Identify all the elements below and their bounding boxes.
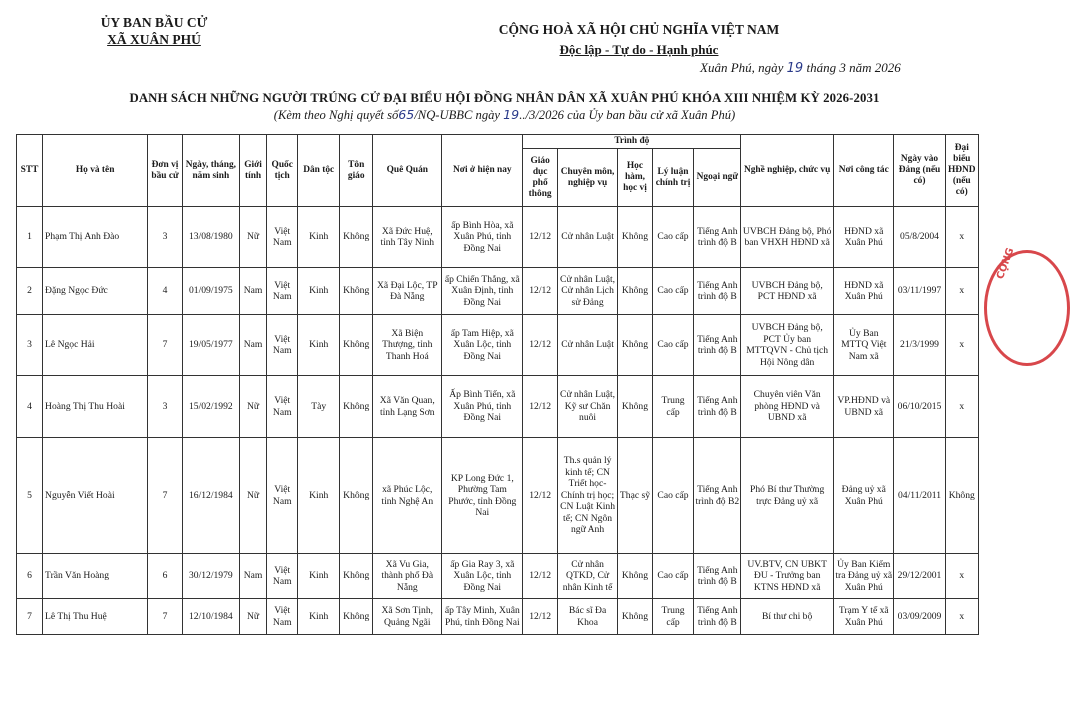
header-name: Họ và tên [43,135,148,207]
header-ethnicity: Dân tộc [298,135,340,207]
cell-degree: Không [618,207,652,268]
cell-council: x [945,207,978,268]
cell-hometown: Xã Vu Gia, thành phố Đà Nẵng [373,554,442,599]
cell-name: Lê Thị Thu Huệ [43,599,148,635]
cell-unit: 4 [148,268,182,315]
cell-unit: 3 [148,376,182,438]
cell-general-edu: 12/12 [523,268,557,315]
cell-party-date: 04/11/2011 [894,438,945,554]
cell-religion: Không [340,376,373,438]
cell-residence: ấp Chiến Thắng, xã Xuân Định, tỉnh Đồng Nai [442,268,523,315]
issuing-authority [84,14,224,48]
cell-politics: Cao cấp [652,268,694,315]
cell-specialty: Cử nhân QTKD, Cử nhân Kinh tế [557,554,617,599]
cell-stt: 4 [17,376,43,438]
cell-politics: Cao cấp [652,315,694,376]
header-education-group: Trình độ [523,135,741,149]
cell-name: Hoàng Thị Thu Hoài [43,376,148,438]
cell-party-date: 03/09/2009 [894,599,945,635]
header-general-edu: Giáo dục phổ thông [523,149,557,207]
nation-name: CỘNG HOÀ XÃ HỘI CHỦ NGHĨA VIỆT NAM [498,22,780,37]
cell-dob: 12/10/1984 [182,599,239,635]
cell-ethnicity: Kinh [298,268,340,315]
subtitle-part-2: /NQ-UBBC ngày [414,108,501,122]
table-row [17,376,979,438]
cell-hometown: Xã Biện Thượng, tỉnh Thanh Hoá [373,315,442,376]
resolution-day: 19 [503,107,520,122]
table-row [17,438,979,554]
cell-ethnicity: Kinh [298,315,340,376]
cell-party-date: 21/3/1999 [894,315,945,376]
cell-unit: 7 [148,315,182,376]
cell-name: Đặng Ngọc Đức [43,268,148,315]
cell-language: Tiếng Anh trình độ B [694,315,741,376]
cell-residence: ấp Tam Hiệp, xã Xuân Lộc, tỉnh Đồng Nai [442,315,523,376]
cell-workplace: Ủy Ban MTTQ Việt Nam xã [834,315,894,376]
authority-line-2: XÃ XUÂN PHÚ [107,32,201,47]
header-language: Ngoại ngữ [694,149,741,207]
cell-name: Nguyễn Viết Hoài [43,438,148,554]
cell-dob: 19/05/1977 [182,315,239,376]
table-row [17,599,979,635]
cell-council: x [945,554,978,599]
table-row [17,554,979,599]
cell-language: Tiếng Anh trình độ B [694,376,741,438]
header-occupation: Nghề nghiệp, chức vụ [741,135,834,207]
cell-party-date: 29/12/2001 [894,554,945,599]
cell-dob: 30/12/1979 [182,554,239,599]
cell-workplace: Trạm Y tế xã Xuân Phú [834,599,894,635]
cell-politics: Cao cấp [652,207,694,268]
header-hometown: Quê Quán [373,135,442,207]
cell-gender: Nữ [240,207,267,268]
cell-religion: Không [340,599,373,635]
cell-gender: Nam [240,268,267,315]
cell-unit: 6 [148,554,182,599]
cell-workplace: VP.HĐND và UBND xã [834,376,894,438]
cell-residence: ấp Bình Hòa, xã Xuân Phú, tỉnh Đồng Nai [442,207,523,268]
cell-workplace: Đảng uỷ xã Xuân Phú [834,438,894,554]
cell-hometown: Xã Đức Huệ, tỉnh Tây Ninh [373,207,442,268]
cell-general-edu: 12/12 [523,438,557,554]
cell-council: x [945,268,978,315]
cell-residence: ấp Tây Minh, Xuân Phú, tỉnh Đồng Nai [442,599,523,635]
cell-specialty: Cử nhân Luật [557,315,617,376]
cell-stt: 7 [17,599,43,635]
cell-ethnicity: Tày [298,376,340,438]
cell-unit: 7 [148,438,182,554]
authority-line-1: ỦY BAN BẦU CỬ [100,15,208,30]
header-dob: Ngày, tháng, năm sinh [182,135,239,207]
cell-politics: Trung cấp [652,599,694,635]
cell-language: Tiếng Anh trình độ B2 [694,438,741,554]
cell-stt: 5 [17,438,43,554]
cell-residence: KP Long Đức 1, Phường Tam Phước, tỉnh Đồng Nai [442,438,523,554]
cell-nationality: Việt Nam [267,207,298,268]
cell-politics: Cao cấp [652,554,694,599]
cell-specialty: Cử nhân Luật [557,207,617,268]
cell-nationality: Việt Nam [267,376,298,438]
cell-dob: 13/08/1980 [182,207,239,268]
subtitle-part-3: ../3/2026 của Ủy ban bầu cử xã Xuân Phú) [519,108,736,122]
cell-nationality: Việt Nam [267,554,298,599]
cell-politics: Trung cấp [652,376,694,438]
resolution-number: 65 [398,107,415,122]
header-council: Đại biểu HĐND (nếu có) [945,135,978,207]
cell-gender: Nữ [240,376,267,438]
cell-ethnicity: Kinh [298,438,340,554]
cell-dob: 16/12/1984 [182,438,239,554]
document-subtitle [0,107,1009,123]
cell-religion: Không [340,207,373,268]
cell-specialty: Cử nhân Luật, Cử nhân Lịch sử Đảng [557,268,617,315]
cell-occupation: UV.BTV, CN UBKT ĐU - Trưởng ban KTNS HĐND xã [741,554,834,599]
cell-ethnicity: Kinh [298,554,340,599]
cell-specialty: Cử nhân Luật, Kỹ sư Chăn nuôi [557,376,617,438]
cell-stt: 6 [17,554,43,599]
cell-name: Trần Văn Hoàng [43,554,148,599]
header-stt: STT [17,135,43,207]
cell-council: x [945,599,978,635]
table-row [17,315,979,376]
cell-ethnicity: Kinh [298,599,340,635]
date-day: 19 [786,61,804,76]
cell-general-edu: 12/12 [523,315,557,376]
header-politics: Lý luận chính trị [652,149,694,207]
document-date [700,60,960,76]
header-religion: Tôn giáo [340,135,373,207]
date-suffix: tháng 3 năm 2026 [806,60,901,75]
cell-stt: 2 [17,268,43,315]
cell-ethnicity: Kinh [298,207,340,268]
cell-workplace: HĐND xã Xuân Phú [834,207,894,268]
cell-unit: 3 [148,207,182,268]
cell-council: Không [945,438,978,554]
header-residence: Nơi ở hiện nay [442,135,523,207]
cell-occupation: UVBCH Đảng bộ, PCT HĐND xã [741,268,834,315]
cell-stt: 3 [17,315,43,376]
cell-nationality: Việt Nam [267,438,298,554]
header-specialty: Chuyên môn, nghiệp vụ [557,149,617,207]
cell-religion: Không [340,438,373,554]
cell-occupation: Chuyên viên Văn phòng HĐND và UBND xã [741,376,834,438]
cell-name: Phạm Thị Anh Đào [43,207,148,268]
cell-degree: Không [618,315,652,376]
cell-gender: Nữ [240,438,267,554]
table-row [17,268,979,315]
cell-religion: Không [340,268,373,315]
cell-language: Tiếng Anh trình độ B [694,207,741,268]
cell-specialty: Bác sĩ Đa Khoa [557,599,617,635]
official-seal [984,246,1070,366]
cell-language: Tiếng Anh trình độ B [694,554,741,599]
cell-council: x [945,315,978,376]
cell-hometown: xã Phúc Lộc, tỉnh Nghệ An [373,438,442,554]
cell-politics: Cao cấp [652,438,694,554]
cell-hometown: Xã Sơn Tịnh, Quảng Ngãi [373,599,442,635]
cell-degree: Không [618,376,652,438]
cell-gender: Nam [240,315,267,376]
seal-text: CỘNG [995,246,1017,281]
cell-occupation: UVBCH Đảng bộ, PCT Ủy ban MTTQVN - Chủ tịch Hội Nông dân [741,315,834,376]
header-workplace: Nơi công tác [834,135,894,207]
cell-degree: Không [618,599,652,635]
cell-occupation: Phó Bí thư Thường trực Đảng uỷ xã [741,438,834,554]
cell-religion: Không [340,315,373,376]
cell-gender: Nam [240,554,267,599]
cell-hometown: Xã Văn Quan, tỉnh Lạng Sơn [373,376,442,438]
cell-dob: 01/09/1975 [182,268,239,315]
cell-workplace: Ủy Ban Kiểm tra Đảng uỷ xã Xuân Phú [834,554,894,599]
cell-gender: Nữ [240,599,267,635]
cell-unit: 7 [148,599,182,635]
header-nationality: Quốc tịch [267,135,298,207]
cell-occupation: UVBCH Đảng bộ, Phó ban VHXH HĐND xã [741,207,834,268]
cell-name: Lê Ngọc Hải [43,315,148,376]
cell-general-edu: 12/12 [523,207,557,268]
header-party-date: Ngày vào Đảng (nếu có) [894,135,945,207]
header-degree: Học hàm, học vị [618,149,652,207]
table-row [17,207,979,268]
cell-dob: 15/02/1992 [182,376,239,438]
cell-party-date: 03/11/1997 [894,268,945,315]
cell-residence: ấp Gia Ray 3, xã Xuân Lộc, tỉnh Đồng Nai [442,554,523,599]
cell-general-edu: 12/12 [523,554,557,599]
cell-general-edu: 12/12 [523,599,557,635]
national-motto: Độc lập - Tự do - Hạnh phúc [559,42,719,57]
cell-degree: Không [618,268,652,315]
cell-hometown: Xã Đại Lộc, TP Đà Nẵng [373,268,442,315]
cell-party-date: 06/10/2015 [894,376,945,438]
cell-specialty: Th.s quản lý kinh tế; CN Triết học-Chính trị học; CN Luật Kinh tế; CN Ngôn ngữ Anh [557,438,617,554]
cell-language: Tiếng Anh trình độ B [694,599,741,635]
header-gender: Giới tính [240,135,267,207]
header-unit: Đơn vị bầu cử [148,135,182,207]
cell-degree: Không [618,554,652,599]
cell-language: Tiếng Anh trình độ B [694,268,741,315]
subtitle-part-1: (Kèm theo Nghị quyết số [273,108,399,122]
cell-stt: 1 [17,207,43,268]
cell-nationality: Việt Nam [267,268,298,315]
cell-degree: Thạc sỹ [618,438,652,554]
document-title: DANH SÁCH NHỮNG NGƯỜI TRÚNG CỬ ĐẠI BIỂU HỘI ĐỒNG NHÂN DÂN XÃ XUÂN PHÚ KHÓA XIII NHIỆM KỲ 2026-2031 [129,91,880,105]
cell-workplace: HĐND xã Xuân Phú [834,268,894,315]
date-prefix: Xuân Phú, ngày [700,60,784,75]
cell-occupation: Bí thư chi bộ [741,599,834,635]
cell-residence: Ấp Bình Tiến, xã Xuân Phú, tỉnh Đồng Nai [442,376,523,438]
cell-general-edu: 12/12 [523,376,557,438]
cell-religion: Không [340,554,373,599]
cell-nationality: Việt Nam [267,599,298,635]
national-header [494,20,784,60]
elected-delegates-table [16,134,979,635]
cell-nationality: Việt Nam [267,315,298,376]
cell-council: x [945,376,978,438]
cell-party-date: 05/8/2004 [894,207,945,268]
